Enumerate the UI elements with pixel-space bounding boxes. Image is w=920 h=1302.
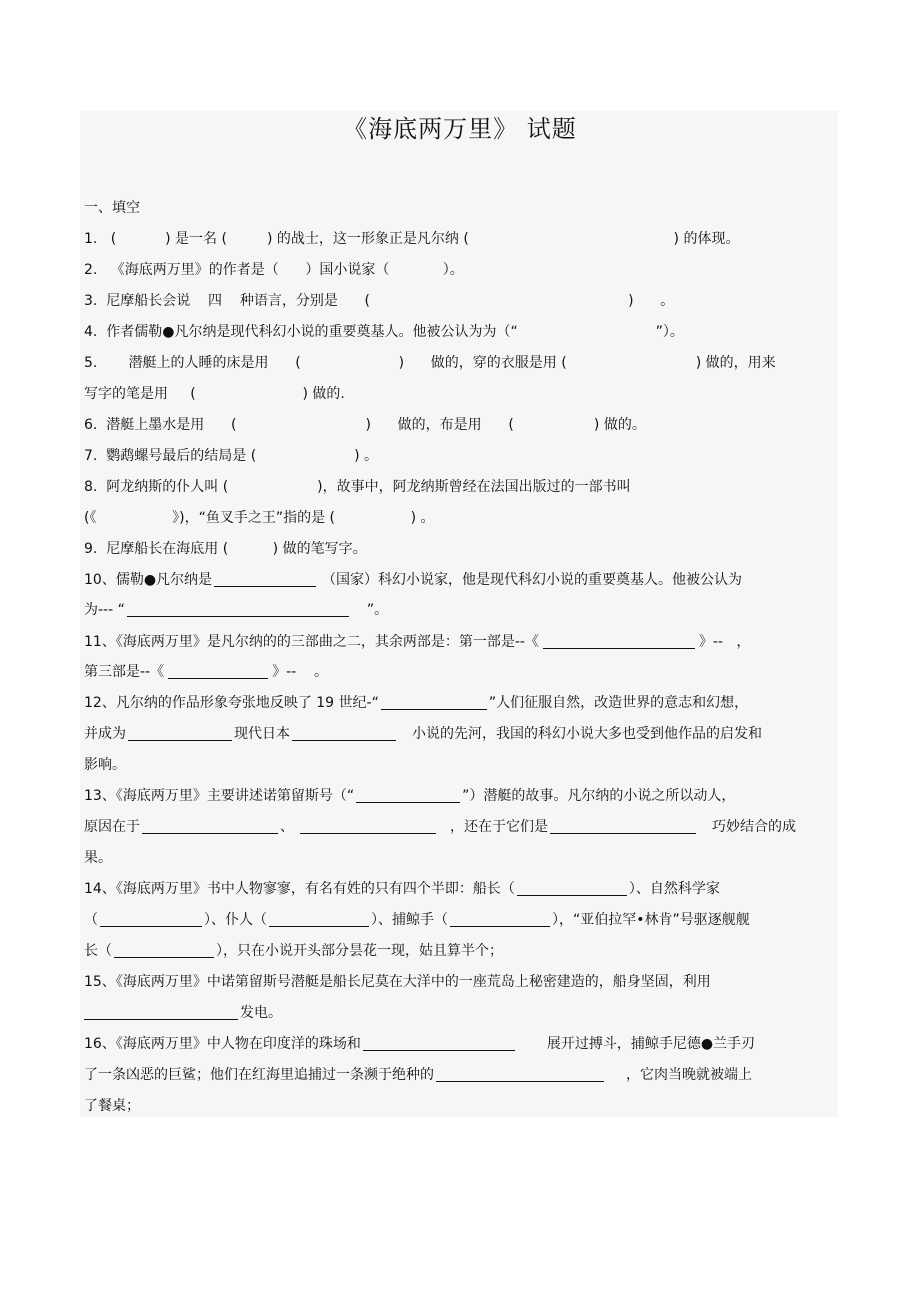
text: （ (84, 912, 98, 928)
text: ”人们征服自然，改造世界的意志和幻想， (488, 695, 749, 711)
text: ）、自然科学家 (628, 881, 720, 897)
question-12-line-1 (84, 693, 748, 713)
text: 并成为 (84, 726, 126, 742)
text: 发电。 (240, 1005, 282, 1021)
question-8-line-1: 8. 阿龙纳斯的仆人叫 ( )，故事中，阿龙纳斯曾经在法国出版过的一部书叫 (84, 479, 631, 495)
question-5-line-1: 5. 潜艇上的人睡的床是用 ( ) 做的，穿的衣服是用 ( ) 做的，用来 (84, 355, 776, 371)
answer-blank[interactable] (100, 912, 202, 927)
question-15-line-1: 15、《海底两万里》中诺第留斯号潜艇是船长尼莫在大洋中的一座荒岛上秘密建造的，船身坚固，利用 (84, 974, 711, 990)
answer-blank[interactable] (363, 1036, 515, 1051)
answer-blank[interactable] (300, 819, 436, 834)
answer-blank[interactable] (517, 881, 627, 896)
question-4: 4. 作者儒勒●凡尔纳是现代科幻小说的重要奠基人。他被公认为为（“ ”）。 (84, 324, 684, 340)
page-title: 《海底两万里》 试题 (343, 115, 577, 143)
question-8-line-2: (《 》)，“鱼叉手之王”指的是 ( ) 。 (84, 510, 435, 526)
question-13-line-2 (84, 817, 796, 837)
text: 长（ (84, 943, 112, 959)
question-6: 6. 潜艇上墨水是用 ( ) 做的，布是用 ( ) 做的。 (84, 417, 646, 433)
question-14-line-1 (84, 879, 720, 899)
text: 14、《海底两万里》书中人物寥寥，有名有姓的只有四个半即：船长（ (84, 881, 515, 897)
question-14-line-2 (84, 910, 750, 930)
answer-blank[interactable] (128, 726, 232, 741)
question-13-line-1 (84, 786, 735, 806)
text: 为--- “ (84, 602, 125, 618)
text: 10、儒勒●凡尔纳是 (84, 572, 213, 588)
question-10-line-2 (84, 600, 388, 620)
text: 11、《海底两万里》是凡尔纳的的三部曲之二，其余两部是：第一部是--《 (84, 634, 539, 650)
answer-blank[interactable] (450, 912, 550, 927)
question-2: 2. 《海底两万里》的作者是（ ）国小说家（ ）。 (84, 262, 464, 278)
text: 第三部是--《 (84, 664, 165, 680)
text: 》-- 。 (272, 664, 329, 680)
text: ），只在小说开头部分昙花一现，姑且算半个； (216, 943, 503, 959)
question-14-line-3 (84, 941, 503, 961)
text: ，它肉当晚就被端上 (626, 1067, 752, 1083)
question-15-line-2 (84, 1003, 282, 1023)
question-12-line-2 (84, 724, 762, 744)
question-16-line-1 (84, 1034, 755, 1054)
text: ）、捕鲸手（ (371, 912, 448, 928)
question-13-line-3: 果。 (84, 850, 112, 866)
question-1: 1. ( ) 是一名 ( ) 的战士，这一形象正是凡尔纳 ( ) 的体现。 (84, 231, 740, 247)
text: ”。 (366, 602, 389, 618)
section-heading: 一、填空 (84, 200, 140, 216)
text: 13、《海底两万里》主要讲述诺第留斯号（“ (84, 788, 355, 804)
question-3: 3. 尼摩船长会说 四 种语言，分别是 ( ) 。 (84, 293, 675, 309)
text: 了一条凶恶的巨鲨；他们在红海里追捕过一条濒于绝种的 (84, 1067, 434, 1083)
text: ），“亚伯拉罕•林肯”号驱逐舰舰 (552, 912, 750, 928)
answer-blank[interactable] (436, 1067, 604, 1082)
answer-blank[interactable] (142, 819, 278, 834)
answer-blank[interactable] (381, 695, 487, 710)
text: 、 (280, 819, 294, 835)
answer-blank[interactable] (550, 819, 696, 834)
text: ）、仆人（ (204, 912, 267, 928)
text: ，还在于它们是 (450, 819, 548, 835)
answer-blank[interactable] (114, 943, 214, 958)
question-11-line-1 (84, 632, 750, 652)
answer-blank[interactable] (543, 634, 695, 649)
text: ”）潜艇的故事。凡尔纳的小说之所以动人， (462, 788, 736, 804)
question-11-line-2 (84, 662, 328, 682)
text: 12、凡尔纳的作品形象夸张地反映了 19 世纪-“ (84, 695, 379, 711)
question-16-line-2 (84, 1065, 752, 1085)
answer-blank[interactable] (269, 912, 369, 927)
text: 小说的先河，我国的科幻小说大多也受到他作品的启发和 (412, 726, 762, 742)
answer-blank[interactable] (292, 726, 396, 741)
question-10-line-1 (84, 570, 742, 590)
question-16-line-3: 了餐桌； (84, 1098, 140, 1114)
text: 》-- ， (698, 634, 751, 650)
text: 16、《海底两万里》中人物在印度洋的珠场和 (84, 1036, 361, 1052)
question-12-line-3: 影响。 (84, 757, 126, 773)
answer-blank[interactable] (214, 572, 316, 587)
answer-blank[interactable] (84, 1005, 238, 1020)
text: 巧妙结合的成 (712, 819, 796, 835)
text: 原因在于 (84, 819, 140, 835)
question-9: 9. 尼摩船长在海底用 ( ) 做的笔写字。 (84, 541, 367, 557)
answer-blank[interactable] (356, 788, 460, 803)
text: （国家）科幻小说家，他是现代科幻小说的重要奠基人。他被公认为 (322, 572, 743, 588)
question-7: 7. 鹦鹉螺号最后的结局是 ( ) 。 (84, 448, 378, 464)
question-5-line-2: 写字的笔是用 ( ) 做的. (84, 386, 345, 402)
text: 现代日本 (234, 726, 290, 742)
text: 展开过搏斗，捕鲸手尼德●兰手刃 (546, 1036, 756, 1052)
answer-blank[interactable] (127, 602, 349, 617)
answer-blank[interactable] (168, 664, 268, 679)
